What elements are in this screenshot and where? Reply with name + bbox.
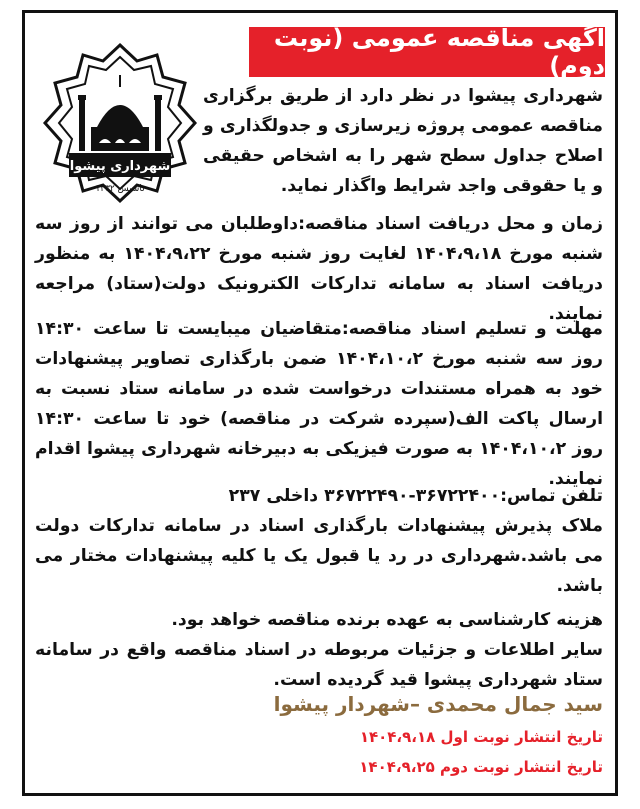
logo-emblem-icon <box>35 39 205 209</box>
mayor-signature: سید جمال محمدی –شهردار پیشوا <box>273 692 603 716</box>
notice-title: آگهی مناقصه عمومی (نوبت دوم) <box>273 24 605 80</box>
document-receipt-section: زمان و محل دریافت اسناد مناقصه:داوطلبان می توانند از روز سه شنبه مورخ ۱۴۰۴،۹،۱۸ لغایت روز شنبه مورخ ۱۴۰۴،۹،۲۲ به منظور دریافت اسناد به سامانه تدارکات الکترونیک دولت(ستاد) مراجعه نمایند. <box>35 214 603 324</box>
municipality-logo <box>35 39 205 209</box>
acceptance-criteria-section: ملاک پذیرش پیشنهادات بارگذاری اسناد در سامانه تدارکات دولت می باشد.شهرداری در رد یا قبول یک یا کلیه پیشنهادات مختار می باشد. <box>35 516 603 596</box>
logo-name: شهرداری پیشوا <box>69 159 171 174</box>
publication-date-second: تاریخ انتشار نوبت دوم ۱۴۰۴،۹،۲۵ <box>359 758 603 776</box>
notice-title-banner <box>249 24 605 80</box>
logo-founded: تاسیس ۱۳۳۲ <box>95 184 145 194</box>
notice-frame <box>22 10 618 796</box>
contact-phone: تلفن تماس:۳۶۷۲۲۴۰۰-۳۶۷۲۲۴۹۰ داخلی ۲۳۷ <box>228 486 603 506</box>
submission-deadline-section: مهلت و تسلیم اسناد مناقصه:متقاضیان میبایست تا ساعت ۱۴:۳۰ روز سه شنبه مورخ ۱۴۰۴،۱۰،۲ ضمن بارگذاری تصاویر پیشنهادات خود به همراه مستندات درخواست شده در سامانه ستاد نسبت به ارسال پاکت الف(سپرده شرکت در مناقصه) خود تا ساعت ۱۴:۳۰ روز ۱۴۰۴،۱۰،۲ به صورت فیزیکی به دبیرخانه شهرداری پیشوا اقدام نمایند. <box>35 319 604 489</box>
publication-date-first: تاریخ انتشار نوبت اول ۱۴۰۴،۹،۱۸ <box>359 728 603 746</box>
other-info-section: سایر اطلاعات و جزئیات مربوطه در اسناد مناقصه واقع در سامانه ستاد شهرداری پیشوا قید گردیده است. <box>35 640 603 690</box>
expert-fee-section: هزینه کارشناسی به عهده برنده مناقصه خواهد بود. <box>171 610 603 630</box>
intro-paragraph: شهرداری پیشوا در نظر دارد از طریق برگزاری مناقصه عمومی پروژه زیرسازی و جدولگذاری و اصلاح جداول سطح شهر را به اشخاص حقیقی و یا حقوقی واجد شرایط واگذار نماید. <box>203 86 603 196</box>
